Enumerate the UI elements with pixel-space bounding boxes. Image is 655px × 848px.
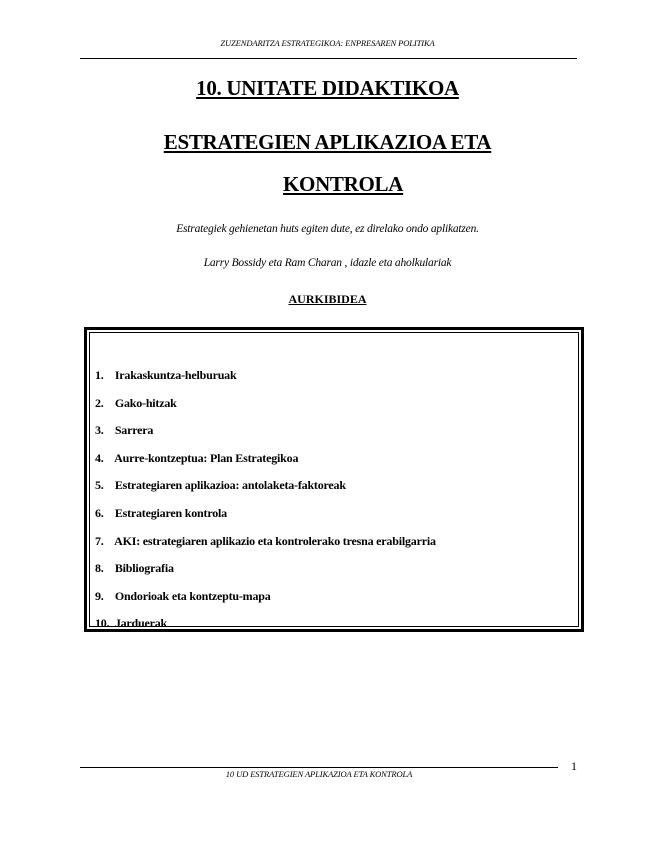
footer-rule bbox=[80, 767, 558, 768]
toc-item-number: 5. bbox=[95, 478, 104, 493]
toc-item bbox=[95, 451, 436, 479]
toc-item-number: 3. bbox=[95, 423, 104, 438]
toc-item-label: Estrategiaren kontrola bbox=[114, 505, 227, 520]
epigraph-author: Larry Bossidy eta Ram Charan , idazle eta aholkulariak bbox=[203, 257, 452, 269]
toc-item-label: Jarduerak bbox=[114, 616, 168, 631]
toc-item bbox=[95, 478, 436, 506]
toc-item bbox=[95, 589, 436, 617]
toc-item-label: Bibliografia bbox=[114, 561, 174, 576]
toc-item bbox=[95, 506, 436, 534]
header-rule bbox=[80, 58, 577, 59]
toc-item-number: 7. bbox=[95, 533, 104, 548]
epigraph-quote: Estrategiek gehienetan huts egiten dute, ez direlako ondo aplikatzen. bbox=[176, 223, 479, 235]
page-number: 1 bbox=[571, 759, 577, 773]
toc-item-number: 9. bbox=[95, 588, 104, 603]
toc-item bbox=[95, 368, 436, 396]
running-footer: 10 UD ESTRATEGIEN APLIKAZIOA ETA KONTROLA bbox=[225, 769, 413, 779]
toc-item-number: 4. bbox=[95, 450, 104, 465]
toc-item-label: AKI: estrategiaren aplikazio eta kontrolerako tresna erabilgarria bbox=[114, 533, 436, 548]
toc-item-number: 10. bbox=[95, 616, 110, 631]
toc-item bbox=[95, 423, 436, 451]
toc-item bbox=[95, 396, 436, 424]
toc-item-number: 6. bbox=[95, 505, 104, 520]
running-header: ZUZENDARITZA ESTRATEGIKOA: ENPRESAREN POLITIKA bbox=[220, 38, 435, 48]
toc-item-number: 1. bbox=[95, 368, 104, 382]
toc-item-label: Sarrera bbox=[114, 423, 154, 438]
toc-item-number: 2. bbox=[95, 395, 104, 410]
toc-box bbox=[84, 327, 584, 632]
main-title-line-1: ESTRATEGIEN APLIKAZIOA ETA bbox=[163, 130, 492, 154]
toc-list bbox=[95, 368, 436, 644]
toc-item bbox=[95, 534, 436, 562]
toc-item bbox=[95, 616, 436, 644]
toc-item-label: Aurre-kontzeptua: Plan Estrategikoa bbox=[114, 450, 299, 465]
toc-item-label: Gako-hitzak bbox=[114, 395, 177, 410]
toc-item-label: Ondorioak eta kontzeptu-mapa bbox=[114, 588, 271, 603]
main-title-line-2: KONTROLA bbox=[283, 172, 404, 196]
toc-heading: AURKIBIDEA bbox=[288, 292, 367, 306]
toc-item-label: Irakaskuntza-helburuak bbox=[114, 368, 237, 382]
toc-item bbox=[95, 561, 436, 589]
unit-title: 10. UNITATE DIDAKTIKOA bbox=[196, 76, 459, 100]
toc-item-number: 8. bbox=[95, 561, 104, 576]
toc-item-label: Estrategiaren aplikazioa: antolaketa-faktoreak bbox=[114, 478, 346, 493]
